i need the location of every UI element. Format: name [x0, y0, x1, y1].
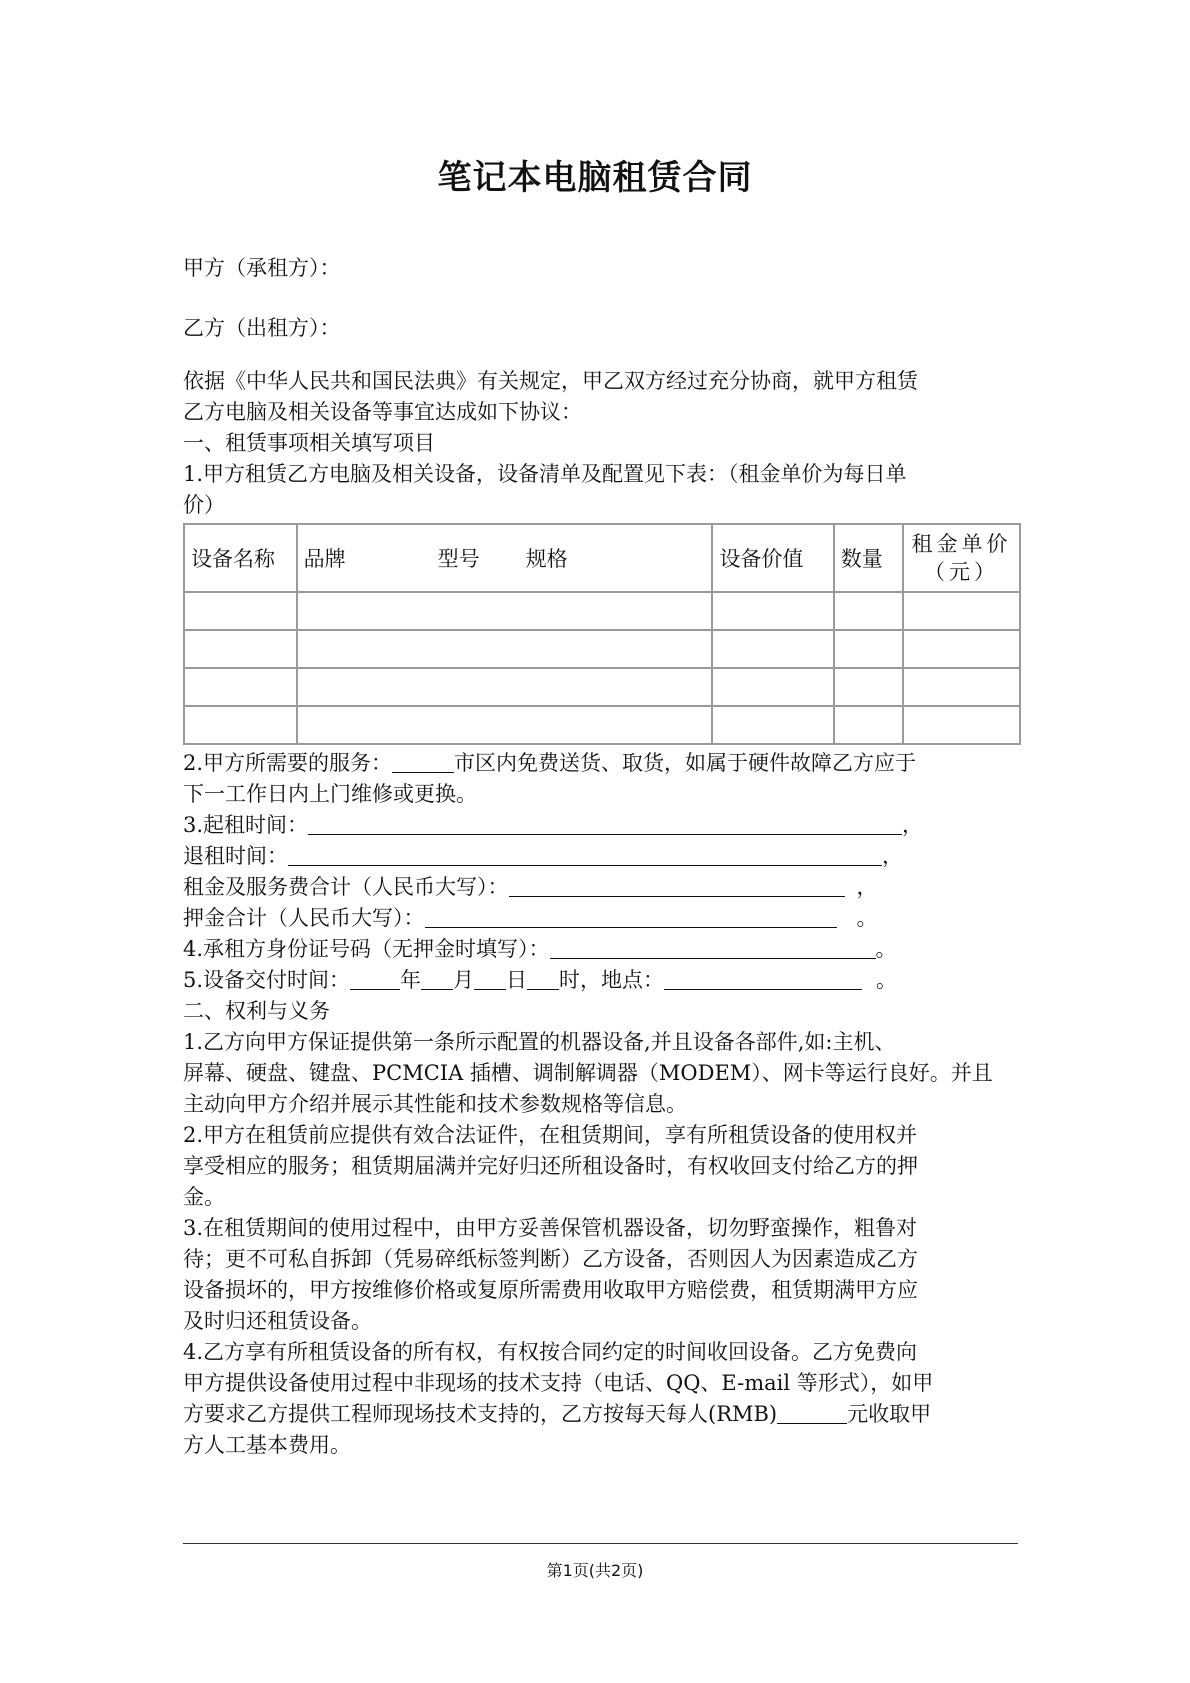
header-equipment-name: 设备名称 [184, 524, 297, 592]
hour-blank[interactable] [527, 965, 559, 990]
clause-line [183, 1399, 1013, 1430]
clause-line [183, 841, 1013, 872]
table-row [184, 706, 1020, 744]
support-fee-text: 方要求乙方提供工程师现场技术支持的，乙方按每天每人(RMB) [183, 1402, 778, 1426]
header-rent-unit: （元） [924, 560, 999, 584]
punctuation: ， [856, 875, 878, 899]
clause-line: 甲方提供设备使用过程中非现场的技术支持（电话、QQ、E-mail 等形式），如甲 [183, 1371, 934, 1395]
clause-line: 屏幕、硬盘、键盘、PCMCIA 插槽、调制解调器（MODEM）、网卡等运行良好。并且 [183, 1061, 993, 1085]
table-cell[interactable] [184, 592, 297, 630]
id-number-blank[interactable] [550, 934, 876, 959]
service-blank[interactable] [392, 748, 454, 773]
table-cell[interactable] [184, 706, 297, 744]
id-number-label: 4.承租方身份证号码（无押金时填写）： [183, 937, 550, 961]
table-cell[interactable] [903, 592, 1020, 630]
party-b-label: 乙方（出租方）： [183, 316, 341, 340]
clause-line: 待；更不可私自拆卸（凭易碎纸标签判断）乙方设备，否则因人为因素造成乙方 [183, 1247, 918, 1271]
support-fee-text: 元收取甲 [847, 1402, 932, 1426]
table-cell[interactable] [834, 592, 903, 630]
unit-label: 月 [453, 968, 475, 992]
end-time-blank[interactable] [288, 841, 882, 866]
table-cell[interactable] [297, 592, 713, 630]
table-row [184, 668, 1020, 706]
table-cell[interactable] [903, 668, 1020, 706]
section-heading: 一、租赁事项相关填写项目 [183, 431, 435, 455]
clause-line: 4.乙方享有所租赁设备的所有权，有权按合同约定的时间收回设备。乙方免费向 [183, 1340, 918, 1364]
clause-line: 设备损坏的，甲方按维修价格或复原所需费用收取甲方赔偿费，租赁期满甲方应 [183, 1278, 918, 1302]
clause-line: 方人工基本费用。 [183, 1433, 351, 1457]
table-cell[interactable] [712, 706, 833, 744]
punctuation: 。 [856, 906, 878, 930]
clause-line [183, 903, 1013, 934]
day-blank[interactable] [474, 965, 506, 990]
unit-label: 日 [506, 968, 528, 992]
punctuation: 。 [875, 937, 897, 961]
header-quantity: 数量 [834, 524, 903, 592]
punctuation: ， [882, 844, 903, 868]
table-cell[interactable] [297, 706, 713, 744]
header-brand-model-spec [297, 524, 713, 592]
table-cell[interactable] [297, 630, 713, 668]
clause-line [183, 934, 1013, 965]
start-time-label: 3.起租时间： [183, 813, 309, 837]
table-cell[interactable] [297, 668, 713, 706]
header-spec: 规格 [525, 547, 568, 571]
header-model: 型号 [437, 547, 480, 571]
table-cell[interactable] [712, 592, 833, 630]
table-cell[interactable] [712, 668, 833, 706]
support-fee-blank[interactable] [777, 1399, 847, 1424]
table-cell[interactable] [712, 630, 833, 668]
intro-line: 乙方电脑及相关设备等事宜达成如下协议： [183, 400, 582, 424]
end-time-label: 退租时间： [183, 844, 288, 868]
header-rent-price [903, 524, 1020, 592]
header-brand: 品牌 [303, 547, 346, 571]
table-cell[interactable] [834, 668, 903, 706]
clause-line: 及时归还租赁设备。 [183, 1309, 372, 1333]
clause-line [183, 965, 1013, 996]
header-equipment-value: 设备价值 [712, 524, 833, 592]
document-title: 笔记本电脑租赁合同 [437, 158, 753, 198]
clause-line [183, 872, 1013, 903]
clause-line: 3.在租赁期间的使用过程中，由甲方妥善保管机器设备，切勿野蛮操作，粗鲁对 [183, 1216, 918, 1240]
table-header-row [184, 524, 1020, 592]
clause-line: 享受相应的服务；租赁期届满并完好归还所租设备时，有权收回支付给乙方的押 [183, 1154, 918, 1178]
equipment-table [183, 523, 1021, 745]
location-blank[interactable] [664, 965, 862, 990]
table-cell[interactable] [834, 706, 903, 744]
service-text: 市区内免费送货、取货，如属于硬件故障乙方应于 [454, 751, 917, 775]
table-row [184, 592, 1020, 630]
clause-line: 1.甲方租赁乙方电脑及相关设备，设备清单及配置见下表：（租金单价为每日单 [183, 462, 907, 486]
table-row [184, 630, 1020, 668]
year-blank[interactable] [350, 965, 400, 990]
clause-line: 金。 [183, 1185, 225, 1209]
table-cell[interactable] [184, 668, 297, 706]
table-cell[interactable] [184, 630, 297, 668]
fee-total-blank[interactable] [509, 872, 845, 897]
page-footer: 第1页(共2页) [546, 1561, 644, 1580]
header-rent-label: 租金单价 [911, 532, 1012, 556]
punctuation: 。 [876, 968, 898, 992]
clause-line: 2.甲方在租赁前应提供有效合法证件，在租赁期间，享有所租赁设备的使用权并 [183, 1123, 918, 1147]
start-time-blank[interactable] [308, 810, 902, 835]
party-a-label: 甲方（承租方）： [183, 256, 341, 280]
clause-line: 价） [183, 493, 225, 517]
table-cell[interactable] [903, 706, 1020, 744]
clause-line [183, 810, 1013, 841]
punctuation: ， [902, 813, 924, 837]
clause-line: 下一工作日内上门维修或更换。 [183, 782, 477, 806]
delivery-time-label: 5.设备交付时间： [183, 968, 351, 992]
unit-label: 年 [400, 968, 422, 992]
fee-total-label: 租金及服务费合计（人民币大写）： [183, 875, 509, 899]
contract-body [183, 366, 1013, 1461]
unit-label: 时，地点： [559, 968, 665, 992]
clause-line: 主动向甲方介绍并展示其性能和技术参数规格等信息。 [183, 1092, 687, 1116]
service-label: 2.甲方所需要的服务： [183, 751, 393, 775]
deposit-total-blank[interactable] [425, 903, 837, 928]
table-cell[interactable] [834, 630, 903, 668]
intro-line: 依据《中华人民共和国民法典》有关规定，甲乙双方经过充分协商，就甲方租赁 [183, 369, 918, 393]
clause-line: 1.乙方向甲方保证提供第一条所示配置的机器设备,并且设备各部件,如:主机、 [183, 1030, 896, 1054]
section-heading: 二、权利与义务 [183, 999, 330, 1023]
deposit-total-label: 押金合计（人民币大写）： [183, 906, 425, 930]
table-cell[interactable] [903, 630, 1020, 668]
clause-line [183, 748, 1013, 779]
month-blank[interactable] [421, 965, 453, 990]
footer-divider [183, 1543, 1018, 1544]
